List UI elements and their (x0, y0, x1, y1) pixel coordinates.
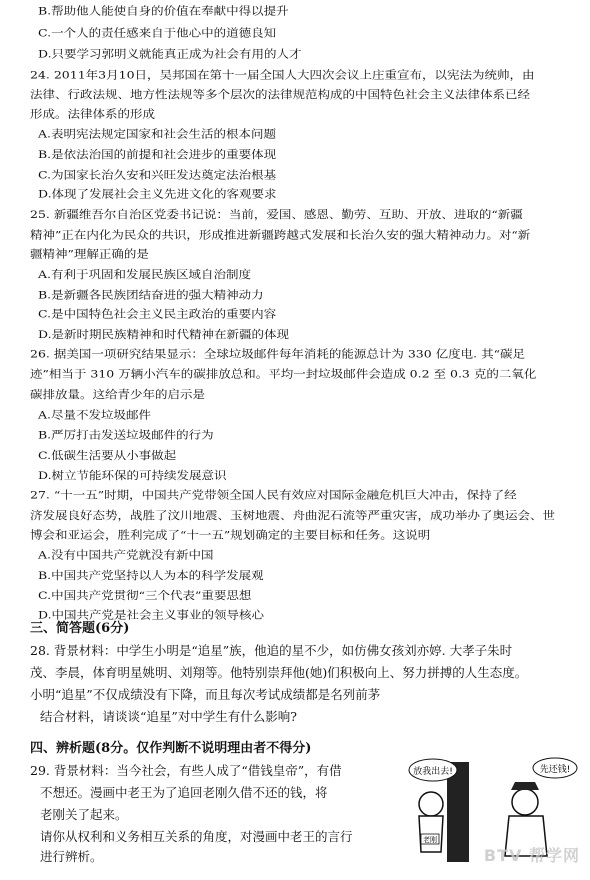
q29-prompt-line2: 进行辨析。 (40, 849, 103, 864)
q27-stem-line3: 博会和亚运会，胜利完成了“十一五”规划确定的主要目标和任务。这说明 (30, 528, 431, 541)
q25-option-d: D.是新时期民族精神和时代精神在新疆的体现 (38, 327, 290, 341)
q25-option-a: A.有利于巩固和发展民族区域自治制度 (38, 267, 252, 281)
q27-option-c: C.中国共产党贯彻“三个代表”重要思想 (38, 588, 252, 602)
q29-stem-line1: 29. 背景材料：当今社会，有些人成了“借钱皇帝”，有借 (30, 763, 342, 778)
q23-option-c: C.一个人的责任感来自于他心中的道德良知 (38, 26, 277, 39)
q29-stem-line2: 不想还。漫画中老王为了追回老刚久借不还的钱，将 (40, 785, 328, 800)
q27-option-b: B.中国共产党坚持以人为本的科学发展观 (38, 568, 264, 582)
speech-text-right: 先还钱! (539, 765, 571, 775)
q28-stem-line3: 小明“追星”不仅成绩没有下降，而且每次考试成绩都是名列前茅 (30, 687, 381, 702)
q25-option-b: B.是新疆各民族团结奋进的强大精神动力 (38, 288, 264, 301)
q28-prompt: 结合材料，请谈谈“追星”对中学生有什么影响? (40, 709, 297, 724)
q25-stem-line1: 25. 新疆维吾尔自治区党委书记说：当前，爱国、感恩、勤劳、互助、开放、进取的“新疆 (30, 207, 523, 221)
q26-option-b: B.严厉打击发送垃圾邮件的行为 (38, 428, 214, 442)
speech-text-left: 放我出去! (413, 767, 453, 777)
man-right-hair (511, 782, 539, 790)
q24-stem-line2: 法律、行政法规、地方性法规等多个层次的法律规范构成的中国特色社会主义法律体系已经 (30, 87, 531, 101)
q27-option-d: D.中国共产党是社会主义事业的领导核心 (38, 608, 265, 622)
q28-stem-line1: 28. 背景材料：中学生小明是“追星”族，他追的星不少，如仿佛女孩刘亦婷. 大孝子朱时 (30, 643, 513, 658)
q28-stem-line2: 茂、李晨，体育明星姚明、刘翔等。他特别崇拜他(她)们积极向上、努力拼搏的人生态度。 (30, 665, 528, 680)
q25-stem-line3: 疆精神”理解正确的是 (30, 247, 149, 261)
man-right-head (512, 789, 538, 815)
q29-stem-line3: 老刚关了起来。 (40, 807, 128, 822)
q24-option-b: B.是依法治国的前提和社会进步的重要体现 (38, 147, 277, 161)
q24-stem-line3: 形成。法律体系的形成 (30, 107, 156, 120)
q25-option-c: C.是中国特色社会主义民主政治的重要内容 (38, 307, 277, 321)
q27-stem-line2: 济发展良好态势，战胜了汶川地震、玉树地震、舟曲泥石流等严重灾害，成功举办了奥运会、世 (30, 508, 556, 522)
q25-stem-line2: 精神”正在内化为民众的共识，形成推进新疆跨越式发展和长治久安的强大精神动力。对“新 (30, 228, 531, 241)
q29-prompt-line1: 请你从权利和义务相互关系的角度，对漫画中老王的言行 (40, 829, 353, 844)
q24-option-a: A.表明宪法规定国家和社会生活的根本问题 (38, 127, 277, 141)
man-left-head (419, 792, 443, 816)
q24-stem-line1: 24. 2011年3月10日，吴邦国在第十一届全国人大四次会议上庄重宣布，以宪法为统帅，由 (30, 68, 535, 82)
q24-option-d: D.体现了发展社会主义先进文化的客观要求 (38, 187, 277, 201)
q24-option-c: C.为国家长治久安和兴旺发达奠定法治根基 (38, 168, 277, 181)
q26-option-a: A.尽量不发垃圾邮件 (38, 408, 152, 421)
q26-stem-line2: 迹”相当于 310 万辆小汽车的碳排放总和。平均一封垃圾邮件会造成 0.2 至 0.3 克的二氧化 (30, 367, 537, 381)
watermark-logo: BTV 帮学网 (483, 846, 580, 865)
name-tag-text: 老刚 (423, 836, 437, 844)
q27-stem-line1: 27. “十一五”时期，中国共产党带领全国人民有效应对国际金融危机巨大冲击，保持了经 (30, 488, 517, 502)
section-3-heading: 三、简答题(6分) (30, 621, 130, 636)
section-4-heading: 四、辨析题(8分。仅作判断不说明理由者不得分) (30, 741, 312, 756)
q26-stem-line1: 26. 据美国一项研究结果显示：全球垃圾邮件每年消耗的能源总计为 330 亿度电. 其“碳足 (30, 347, 525, 360)
q26-option-d: D.树立节能环保的可持续发展意识 (38, 468, 227, 482)
q23-option-d: D.只要学习郭明义就能真正成为社会有用的人才 (38, 47, 302, 60)
q26-stem-line3: 碳排放量。这给青少年的启示是 (30, 387, 206, 401)
q23-option-b: B.帮助他人能使自身的价值在奉献中得以提升 (38, 4, 289, 17)
q26-option-c: C.低碳生活要从小事做起 (38, 448, 177, 462)
q27-option-a: A.没有中国共产党就没有新中国 (38, 548, 214, 562)
